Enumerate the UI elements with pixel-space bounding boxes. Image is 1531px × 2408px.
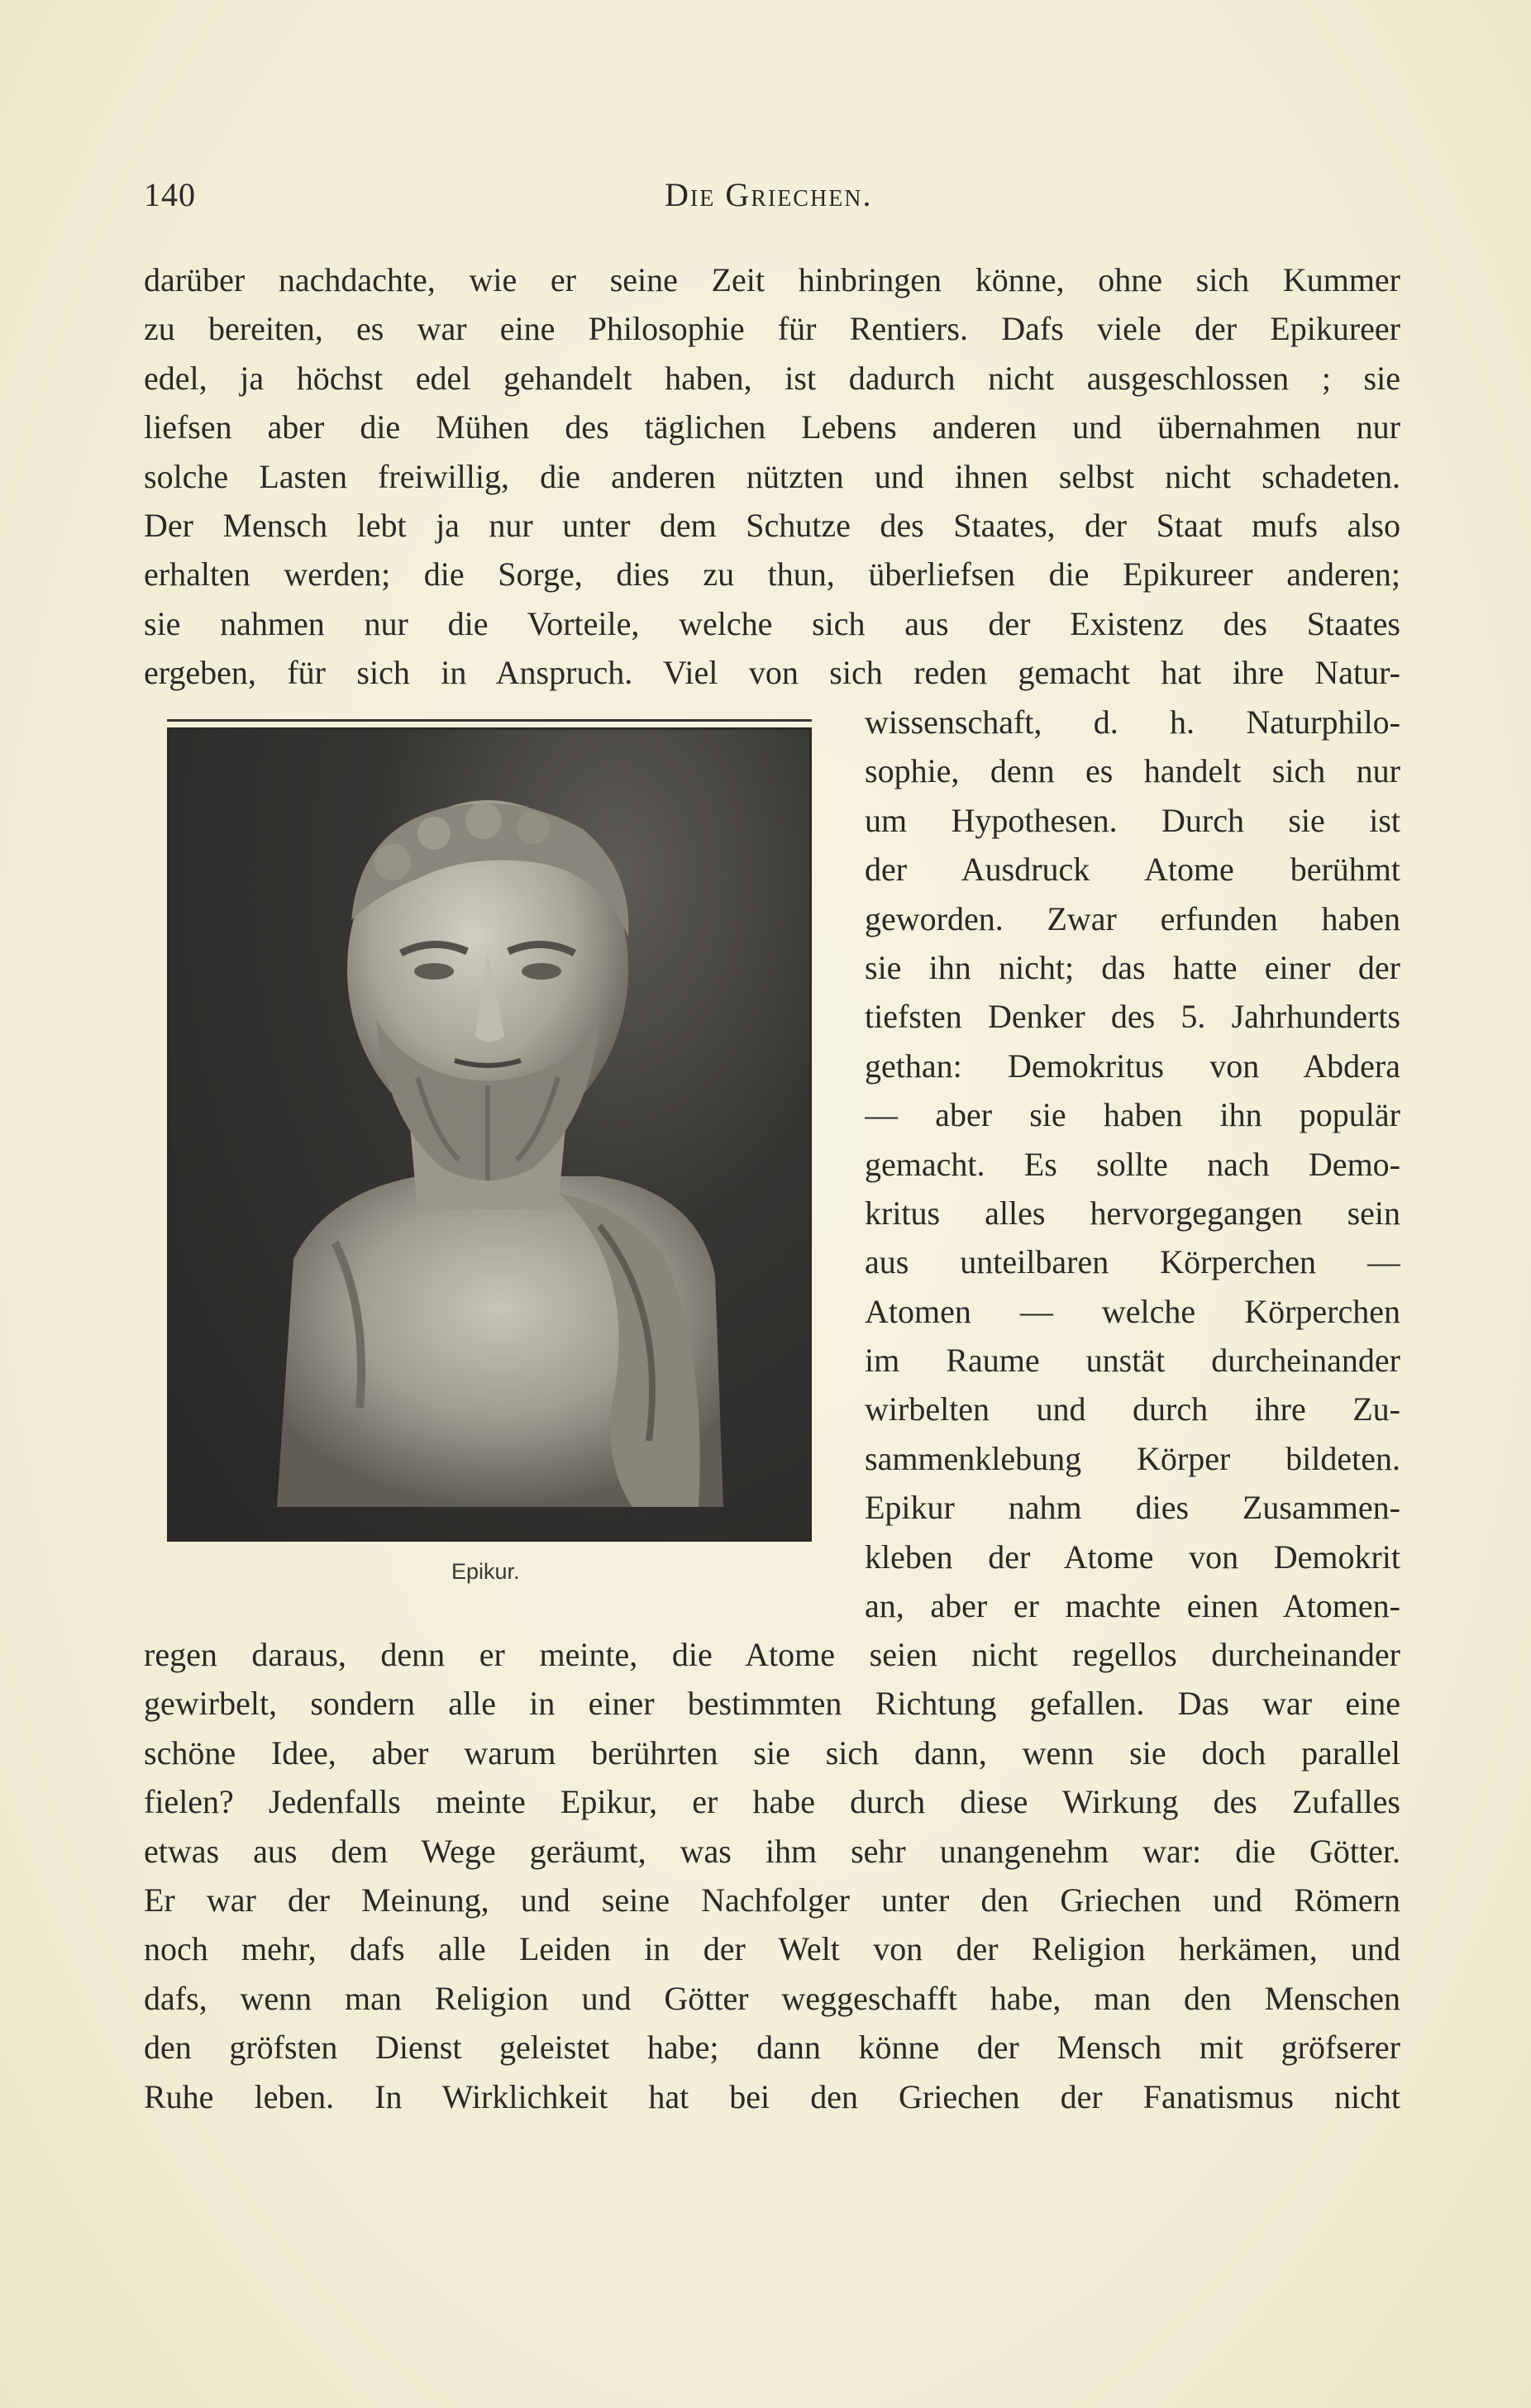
text-line: erhalten werden; die Sorge, dies zu thun, überliefsen die Epikureer anderen;	[144, 556, 1400, 594]
text-line: liefsen aber die Mühen des täglichen Lebens anderen und übernahmen nur	[144, 408, 1400, 446]
text-line: im Raume unstät durcheinander	[865, 1342, 1400, 1380]
top-paragraph	[144, 255, 1400, 698]
wrapped-paragraph	[865, 698, 1400, 1630]
epikur-bust-image	[167, 727, 812, 1542]
text-line: kritus alles hervorgegangen sein	[865, 1194, 1400, 1232]
text-line: gewirbelt, sondern alle in einer bestimmten Richtung gefallen. Das war eine	[144, 1685, 1400, 1723]
text-line: ergeben, für sich in Anspruch. Viel von sich reden gemacht hat ihre Natur-	[144, 654, 1400, 692]
text-line: an, aber er machte einen Atomen-	[865, 1587, 1400, 1625]
text-line: zu bereiten, es war eine Philosophie für Rentiers. Dafs viele der Epikureer	[144, 310, 1400, 348]
text-line: sie nahmen nur die Vorteile, welche sich aus der Existenz des Staates	[144, 604, 1400, 642]
text-line: sophie, denn es handelt sich nur	[865, 752, 1400, 790]
figure-caption: Epikur.	[451, 1559, 520, 1584]
text-line: schöne Idee, aber warum berührten sie sich dann, wenn sie doch parallel	[144, 1733, 1400, 1771]
text-line: etwas aus dem Wege geräumt, was ihm sehr unangenehm war: die Götter.	[144, 1832, 1400, 1870]
page-number: 140	[144, 176, 196, 213]
page-header	[144, 175, 1400, 225]
text-line: edel, ja höchst edel gehandelt haben, ist dadurch nicht ausgeschlossen ; sie	[144, 359, 1400, 397]
text-line: geworden. Zwar erfunden haben	[865, 899, 1400, 937]
text-line: tiefsten Denker des 5. Jahrhunderts	[865, 998, 1400, 1036]
text-line: Ruhe leben. In Wirklichkeit hat bei den Griechen der Fanatismus nicht	[144, 2077, 1400, 2115]
text-line: gethan: Demokritus von Abdera	[865, 1047, 1400, 1085]
text-line: der Ausdruck Atome berühmt	[865, 851, 1400, 889]
text-line: wissenschaft, d. h. Naturphilo-	[865, 703, 1400, 741]
text-line: Der Mensch lebt ja nur unter dem Schutze des Staates, der Staat mufs also	[144, 506, 1400, 544]
text-line: den gröfsten Dienst geleistet habe; dann könne der Mensch mit gröfserer	[144, 2029, 1400, 2067]
text-line: Er war der Meinung, und seine Nachfolger unter den Griechen und Römern	[144, 1881, 1400, 1919]
text-line: noch mehr, dafs alle Leiden in der Welt von der Religion herkämen, und	[144, 1930, 1400, 1968]
text-line: sie ihn nicht; das hatte einer der	[865, 948, 1400, 986]
text-line: aus unteilbaren Körperchen —	[865, 1243, 1400, 1281]
text-line: — aber sie haben ihn populär	[865, 1096, 1400, 1134]
text-line: regen daraus, denn er meinte, die Atome seien nicht regellos durcheinander	[144, 1636, 1400, 1673]
text-line: kleben der Atome von Demokrit	[865, 1538, 1400, 1576]
text-line: fielen? Jedenfalls meinte Epikur, er habe durch diese Wirkung des Zufalles	[144, 1783, 1400, 1821]
text-line: darüber nachdachte, wie er seine Zeit hinbringen könne, ohne sich Kummer	[144, 261, 1400, 298]
text-line: solche Lasten freiwillig, die anderen nützten und ihnen selbst nicht schadeten.	[144, 457, 1400, 495]
text-line: um Hypothesen. Durch sie ist	[865, 801, 1400, 839]
text-line: gemacht. Es sollte nach Demo-	[865, 1145, 1400, 1183]
text-line: Epikur nahm dies Zusammen-	[865, 1489, 1400, 1527]
text-line: Atomen — welche Körperchen	[865, 1292, 1400, 1330]
running-title: Die Griechen.	[665, 176, 873, 213]
text-line: dafs, wenn man Religion und Götter weggeschafft habe, man den Menschen	[144, 1979, 1400, 2017]
text-line: sammenklebung Körper bildeten.	[865, 1439, 1400, 1477]
text-line: wirbelten und durch ihre Zu-	[865, 1390, 1400, 1428]
bottom-paragraph	[144, 1630, 1400, 2121]
epikur-figure	[167, 719, 812, 1546]
figure-top-rule	[167, 719, 812, 722]
